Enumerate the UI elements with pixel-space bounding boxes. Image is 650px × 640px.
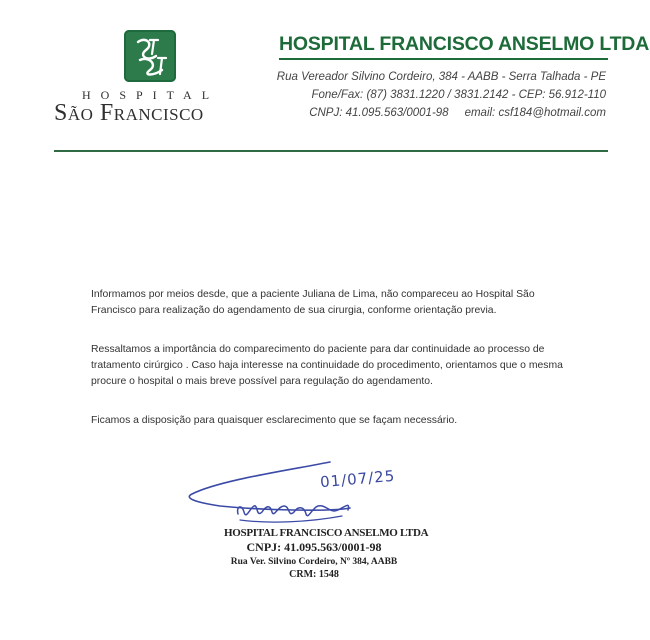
paragraph-3: Ficamos a disposição para quaisquer esclarecimento que se façam necessário. [91,415,458,426]
company-address: Rua Vereador Silvino Cordeiro, 384 - AABB - Serra Talhada - PE [276,71,606,83]
company-phone-cep: Fone/Fax: (87) 3831.1220 / 3831.2142 - CEP: 56.912-110 [311,89,606,101]
logo-hospital-word: HOSPITAL [82,88,220,102]
company-cnpj-email [309,107,606,119]
company-email: email: csf184@hotmail.com [464,107,606,119]
stamp-company-name: HOSPITAL FRANCISCO ANSELMO LTDA [224,527,429,539]
stamp-cnpj: CNPJ: 41.095.563/0001-98 [246,540,382,554]
signature-date: 01/07/25 [319,466,397,492]
company-name: HOSPITAL FRANCISCO ANSELMO LTDA [279,33,650,55]
company-stamp [224,527,429,580]
header-divider [54,150,608,152]
paragraph-1: Informamos por meios desde, que a paciente Juliana de Lima, não compareceu ao Hospital São Francisco para realização do agendamento de sua cirurgia, conforme orientação previa. [91,289,535,316]
stamp-crm: CRM: 1548 [289,569,339,580]
logo-name: São Francisco [54,100,204,126]
company-cnpj: CNPJ: 41.095.563/0001-98 [309,107,449,119]
hospital-logo-icon [124,30,176,82]
paragraph-2: Ressaltamos a importância do comparecimento do paciente para dar continuidade ao processo de tratamento cirúrgico . Caso haja interesse na continuidade do procedimento, orientamos que o mesma procure o hospital o mais breve possível para regulação do agendamento. [91,344,563,387]
title-underline [279,58,608,60]
stamp-address: Rua Ver. Silvino Cordeiro, Nº 384, AABB [230,557,398,567]
